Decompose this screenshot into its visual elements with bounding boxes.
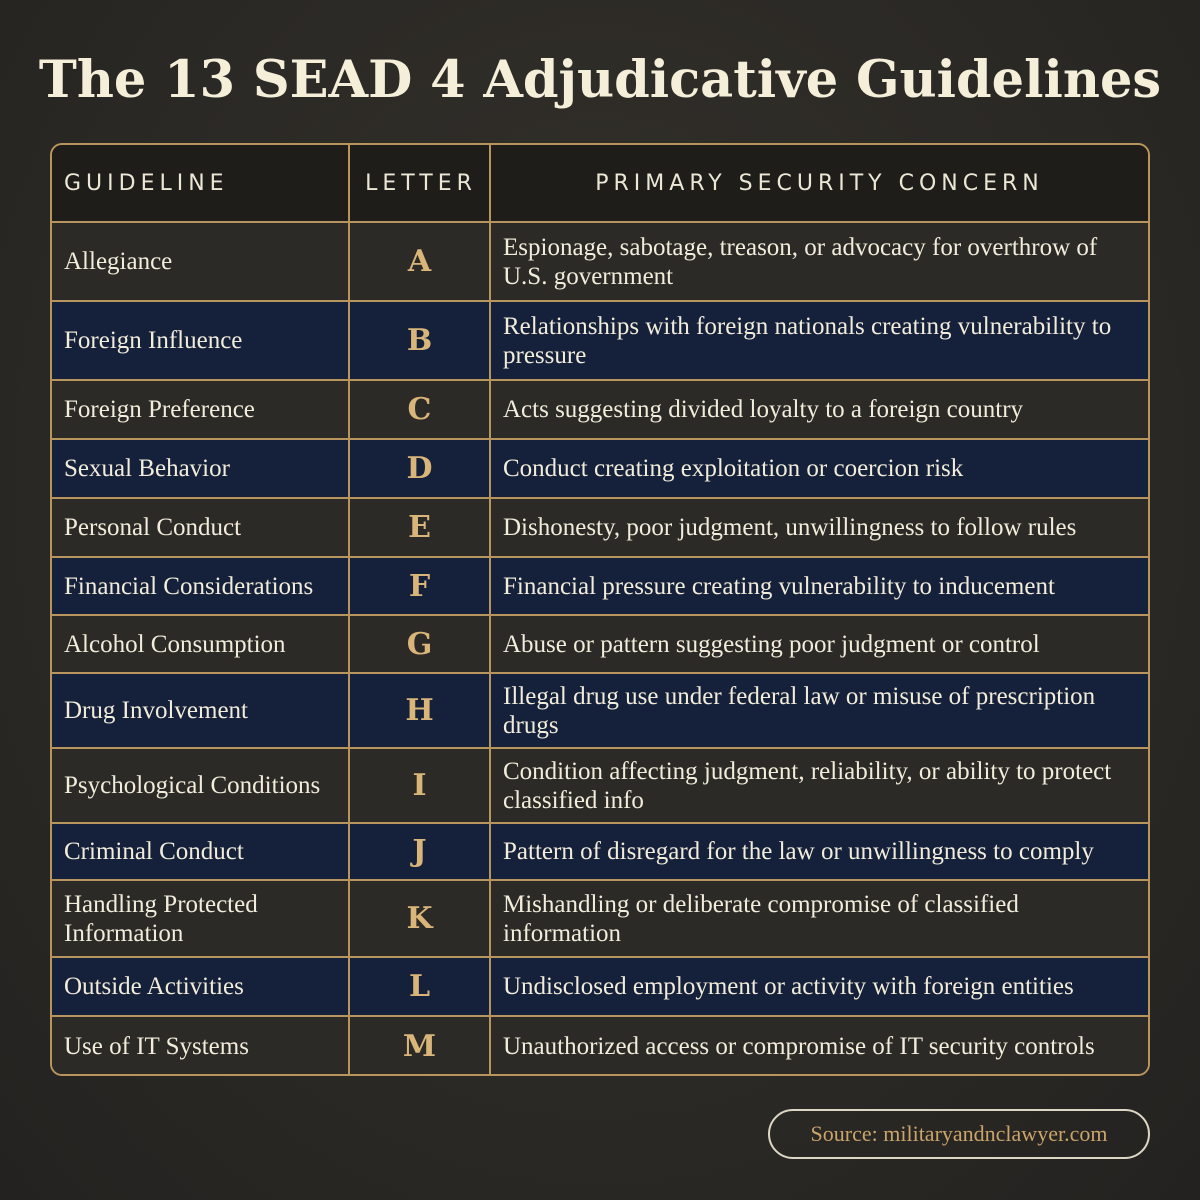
table-row	[52, 498, 1148, 557]
table-row	[52, 1016, 1148, 1075]
guidelines-table	[50, 143, 1150, 1076]
concern-cell: Unauthorized access or compromise of IT security controls	[490, 1016, 1148, 1075]
page-title: The 13 SEAD 4 Adjudicative Guidelines	[38, 50, 1162, 110]
table-row	[52, 748, 1148, 823]
letter-cell: L	[349, 957, 490, 1016]
concern-cell: Condition affecting judgment, reliability, or ability to protect classified info	[490, 748, 1148, 823]
guideline-cell: Criminal Conduct	[52, 823, 349, 880]
table-row	[52, 439, 1148, 498]
guideline-cell: Psychological Conditions	[52, 748, 349, 823]
letter-cell: J	[349, 823, 490, 880]
guideline-cell: Use of IT Systems	[52, 1016, 349, 1075]
table-row	[52, 615, 1148, 673]
guideline-cell: Sexual Behavior	[52, 439, 349, 498]
table-row	[52, 380, 1148, 439]
letter-cell: A	[349, 222, 490, 301]
guideline-cell: Foreign Influence	[52, 301, 349, 380]
letter-cell: M	[349, 1016, 490, 1075]
guideline-cell: Outside Activities	[52, 957, 349, 1016]
table-row	[52, 673, 1148, 748]
column-header-letter: LETTER	[349, 145, 490, 222]
concern-cell: Abuse or pattern suggesting poor judgment or control	[490, 615, 1148, 673]
concern-cell: Illegal drug use under federal law or misuse of prescription drugs	[490, 673, 1148, 748]
guideline-cell: Financial Considerations	[52, 557, 349, 615]
concern-cell: Financial pressure creating vulnerability to inducement	[490, 557, 1148, 615]
letter-cell: G	[349, 615, 490, 673]
concern-cell: Conduct creating exploitation or coercion risk	[490, 439, 1148, 498]
letter-cell: H	[349, 673, 490, 748]
letter-cell: C	[349, 380, 490, 439]
column-header-guideline: GUIDELINE	[52, 145, 349, 222]
table-row	[52, 823, 1148, 880]
table-row	[52, 880, 1148, 957]
table-header-row	[52, 145, 1148, 222]
guideline-cell: Alcohol Consumption	[52, 615, 349, 673]
table-row	[52, 301, 1148, 380]
letter-cell: K	[349, 880, 490, 957]
column-header-concern: PRIMARY SECURITY CONCERN	[490, 145, 1148, 222]
concern-cell: Acts suggesting divided loyalty to a foreign country	[490, 380, 1148, 439]
source-badge: Source: militaryandnclawyer.com	[768, 1109, 1150, 1159]
guideline-cell: Drug Involvement	[52, 673, 349, 748]
concern-cell: Relationships with foreign nationals creating vulnerability to pressure	[490, 301, 1148, 380]
guideline-cell: Foreign Preference	[52, 380, 349, 439]
guideline-cell: Handling Protected Information	[52, 880, 349, 957]
table-row	[52, 957, 1148, 1016]
concern-cell: Mishandling or deliberate compromise of classified information	[490, 880, 1148, 957]
letter-cell: F	[349, 557, 490, 615]
concern-cell: Undisclosed employment or activity with foreign entities	[490, 957, 1148, 1016]
table-row	[52, 557, 1148, 615]
table-row	[52, 222, 1148, 301]
letter-cell: E	[349, 498, 490, 557]
concern-cell: Pattern of disregard for the law or unwillingness to comply	[490, 823, 1148, 880]
guideline-cell: Allegiance	[52, 222, 349, 301]
concern-cell: Dishonesty, poor judgment, unwillingness to follow rules	[490, 498, 1148, 557]
guideline-cell: Personal Conduct	[52, 498, 349, 557]
letter-cell: I	[349, 748, 490, 823]
concern-cell: Espionage, sabotage, treason, or advocacy for overthrow of U.S. government	[490, 222, 1148, 301]
letter-cell: D	[349, 439, 490, 498]
letter-cell: B	[349, 301, 490, 380]
